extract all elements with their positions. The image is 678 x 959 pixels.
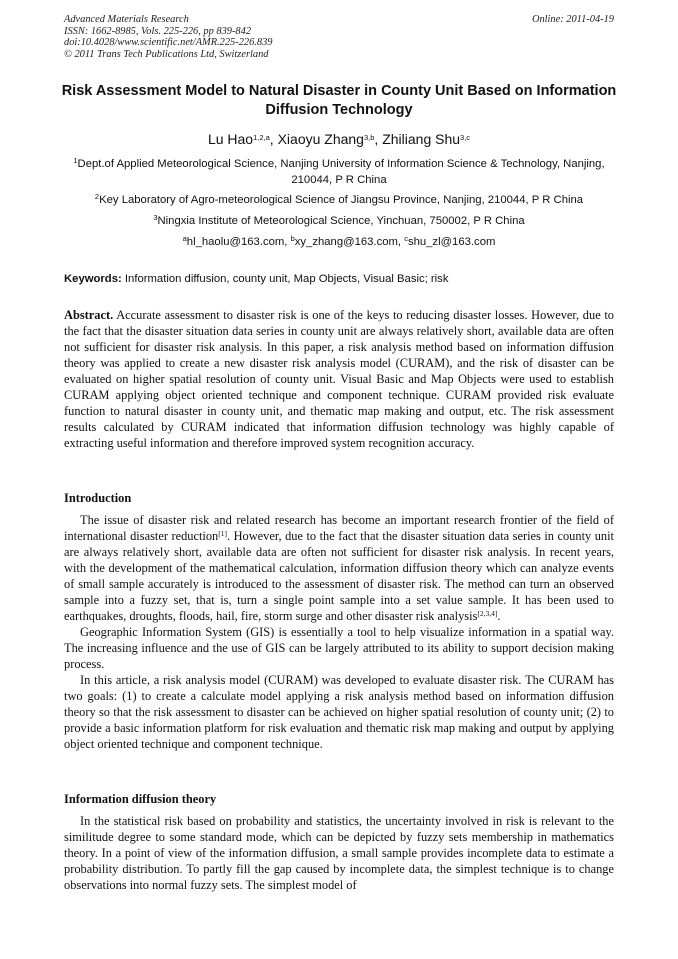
email-sup: a	[182, 234, 187, 243]
journal-name: Advanced Materials Research	[64, 14, 189, 25]
affiliation-text: Key Laboratory of Agro-meteorological Science of Jiangsu Province, Nanjing, 210044, P R China	[99, 194, 584, 206]
affiliation-sup: 1	[73, 156, 78, 165]
keywords-label: Keywords:	[64, 273, 122, 285]
intro-paragraph-2: Geographic Information System (GIS) is essentially a tool to help visualize information in a spatial way. The increasing influence and the use of GIS can be largely attributed to its ability to support decision making process.	[64, 625, 614, 671]
keywords-text: Information diffusion, county unit, Map Objects, Visual Basic; risk	[124, 273, 449, 285]
affiliation-sup: 2	[94, 192, 100, 201]
introduction-body	[64, 512, 614, 752]
intro-paragraph-1	[64, 512, 614, 624]
affiliation-text: Ningxia Institute of Meteorological Science, Yinchuan, 750002, P R China	[157, 215, 525, 227]
intro-text: .	[497, 609, 501, 623]
citation-ref: [1]	[218, 529, 227, 538]
email-link[interactable]: shu_zl@163.com	[407, 236, 496, 248]
affiliation-1	[60, 156, 618, 188]
abstract-label: Abstract.	[64, 308, 114, 322]
affiliation-2	[60, 192, 618, 208]
issn-line: ISSN: 1662-8985, Vols. 225-226, pp 839-842	[64, 25, 252, 37]
keywords	[64, 271, 614, 287]
author-sup: 3,c	[460, 133, 471, 142]
author-name: Zhiliang Shu	[382, 131, 461, 147]
introduction-heading: Introduction	[64, 491, 132, 505]
paper-title: Risk Assessment Model to Natural Disaster in County Unit Based on Information Diffusion Technology	[61, 83, 617, 118]
info-diffusion-paragraph-1: In the statistical risk based on probability and statistics, the uncertainty involved in risk is relevant to the similitude degree to some standard mode, which can be depicted by fuzzy sets membership in mathematics theory. In a point of view of the information diffusion, a small sample provides incomplete data to estimate a probability distribution. To partly fill the gap caused by incomplete data, the simplest technique is to change observations into normal fuzzy sets. The simplest model of	[64, 814, 614, 892]
author-sup: 3,b	[363, 133, 375, 142]
affiliation-3	[60, 213, 618, 229]
email-sup: b	[290, 234, 295, 243]
intro-paragraph-3: In this article, a risk analysis model (CURAM) was developed to evaluate disaster risk. The CURAM has two goals: (1) to create a calculate model applying a risk analysis method based on information diffusion theory so that the risk assessment to disaster can be achieved on higher spatial resolution of county unit; (2) to provide a basic information platform for risk evaluation and thematic risk map making and output by applying object oriented technique and component technique.	[64, 673, 614, 751]
email-link[interactable]: xy_zhang@163.com	[294, 236, 398, 248]
journal-header	[64, 14, 272, 60]
affiliation-sup: 3	[153, 213, 158, 222]
email-link[interactable]: hl_haolu@163.com	[186, 236, 285, 248]
affiliation-text: Dept.of Applied Meteorological Science, Nanjing University of Information Science & Technology, Nanjing, 210044, P R China	[77, 158, 605, 186]
email-list: $^a$hl_haolu@163.com, $^b$xy_zhang@163.com, $^c$shu_zl@163.com	[182, 234, 496, 248]
online-date: Online: 2011-04-19	[531, 14, 614, 25]
abstract-text: Accurate assessment to disaster risk is one of the keys to reducing disaster losses. However, due to the fact that the disaster situation data series in county unit are always relatively short, available data are often not sufficient for disaster risk analysis. In this paper, a risk analysis method based on information diffusion theory was applied to create a new disaster risk analysis model (CURAM), and the risk of disaster can be evaluated on higher spatial resolution of county unit. Visual Basic and Map Objects were used to establish CURAM applying object oriented technique and component technique. CURAM provided risk evaluate function to natural disaster in county unit, and thematic map making and output, etc. The risk assessment results calculated by CURAM indicated that information diffusion technology was highly capable of extracting useful information and therefore improved system recognition accuracy.	[64, 308, 614, 450]
author-name: Xiaoyu Zhang	[277, 131, 364, 147]
info-diffusion-body	[64, 813, 614, 893]
intro-text: . However, due to the fact that the disaster situation data series in county unit are always relatively short, available data are often not sufficient for disaster risk analysis. In recent years, with the development of the mathematical calculation, information diffusion theory which can analyze events of small sample accurately is introduced to the assessment of disaster risk. The method can turn an observed sample into a fuzzy set, that is, turn a single point sample into a set value sample. It has been used to earthquakes, droughts, floods, hail, fire, storm surge and other disaster risk analysis	[64, 529, 614, 623]
doi-line: doi:10.4028/www.scientific.net/AMR.225-226.839	[64, 37, 273, 48]
intro-text: The issue of disaster risk and related research has become an important research frontier of the field of international disaster reduction	[64, 513, 614, 543]
email-sup: c	[404, 234, 408, 243]
author-sup: 1,2,a	[253, 133, 270, 142]
copyright-line: © 2011 Trans Tech Publications Ltd, Switzerland	[64, 48, 269, 60]
citation-ref: [2,3,4]	[477, 609, 498, 618]
author-list: Lu Hao$^{1,2,a}$, Xiaoyu Zhang$^{3,b}$, Zhiliang Shu$^{3,c}$	[207, 131, 471, 147]
info-diffusion-heading: Information diffusion theory	[64, 792, 217, 806]
abstract	[64, 307, 614, 451]
author-name: Lu Hao	[207, 131, 254, 147]
